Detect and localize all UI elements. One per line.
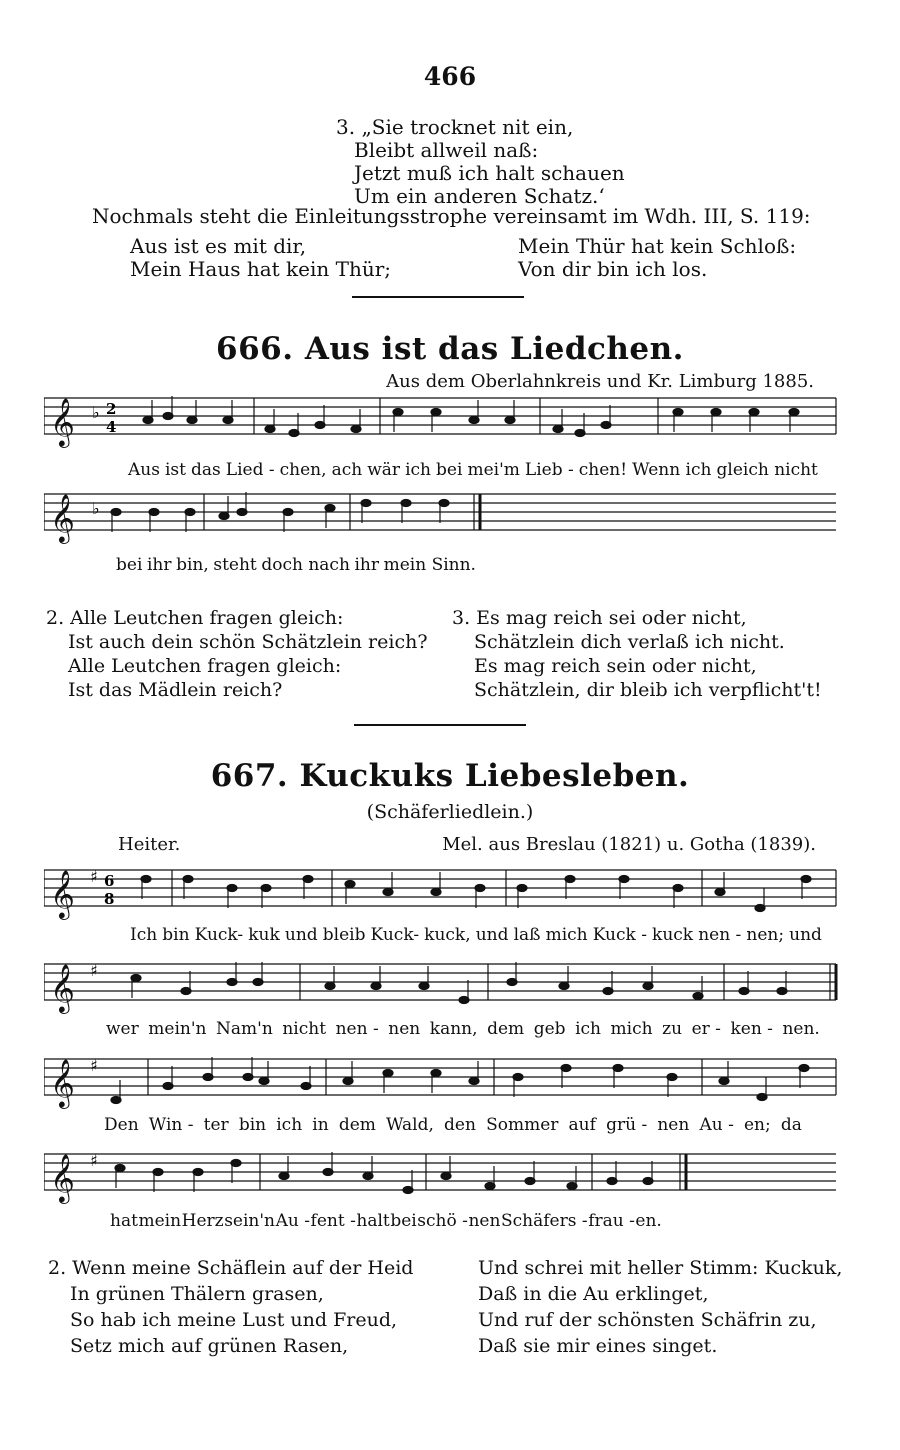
- lyric: dem: [338, 1115, 376, 1135]
- lyric: Au -: [699, 1115, 734, 1135]
- lyric: nen -: [698, 925, 742, 945]
- lyric: bei: [116, 555, 143, 575]
- lyric: Kuck -: [592, 925, 647, 945]
- staff-667-1: [44, 862, 840, 922]
- verse-line: Und ruf der schönsten Schäfrin zu,: [478, 1309, 817, 1331]
- lyric: Schäfers -: [501, 1211, 588, 1231]
- verse-line: Jetzt muß ich halt schauen: [354, 161, 625, 185]
- verse-line: Um ein anderen Schatz.‘: [354, 184, 605, 208]
- lyric: en.: [635, 1211, 662, 1231]
- song-666-verse-3: [452, 606, 822, 702]
- lyric: ich: [276, 1115, 303, 1135]
- song-667-verse-2-left: [48, 1255, 413, 1359]
- song-666-lyrics-1: [128, 460, 818, 480]
- prev-right-verse: [518, 235, 796, 281]
- lyric: nen: [657, 1115, 690, 1135]
- lyric: nen -: [335, 1019, 379, 1039]
- verse-line: Setz mich auf grünen Rasen,: [70, 1335, 349, 1357]
- lyric: ich: [575, 1019, 601, 1039]
- song-667-verse-2-right: [478, 1255, 842, 1359]
- lyric: grü -: [606, 1115, 648, 1135]
- lyric: ihr: [354, 555, 380, 575]
- prev-verse-3: [336, 116, 625, 208]
- lyric: und: [284, 925, 318, 945]
- lyric: auf: [568, 1115, 596, 1135]
- lyric: schö -: [417, 1211, 468, 1231]
- verse-line: 3. Es mag reich sei oder nicht,: [452, 607, 747, 629]
- verse-line: 2. Wenn meine Schäflein auf der Heid: [48, 1257, 414, 1279]
- lyric: sein'n: [224, 1211, 275, 1231]
- lyric: und: [789, 925, 822, 945]
- svg-text:♯: ♯: [90, 1056, 98, 1075]
- lyric: bin: [238, 1115, 267, 1135]
- song-667-lyrics-4: [110, 1211, 662, 1231]
- lyric: frau -: [588, 1211, 635, 1231]
- verse-line: Schätzlein dich verlaß ich nicht.: [474, 631, 785, 653]
- lyric: ich: [405, 460, 431, 480]
- svg-text:♭: ♭: [92, 403, 100, 422]
- section-divider: [354, 724, 526, 726]
- svg-text:𝄞: 𝄞: [50, 1058, 75, 1107]
- lyric: kann,: [429, 1019, 478, 1039]
- lyric: ter: [203, 1115, 229, 1135]
- staff-667-3: [44, 1051, 840, 1111]
- lyric: kuck,: [424, 925, 471, 945]
- verse-line: Und schrei mit heller Stimm: Kuckuk,: [478, 1257, 843, 1279]
- lyric: Nam'n: [216, 1019, 273, 1039]
- song-title: Aus ist das Liedchen.: [304, 331, 684, 367]
- lyric: geb: [533, 1019, 566, 1039]
- lyric: nen;: [746, 925, 785, 945]
- verse-line: So hab ich meine Lust und Freud,: [70, 1309, 398, 1331]
- lyric: den: [444, 1115, 476, 1135]
- verse-line: Daß in die Au erklinget,: [478, 1283, 709, 1305]
- staff-667-2: [44, 956, 840, 1016]
- lyric: ihr: [146, 555, 172, 575]
- lyric: mein: [138, 1211, 182, 1231]
- lyric: Sommer: [486, 1115, 559, 1135]
- svg-text:𝄞: 𝄞: [50, 493, 75, 542]
- lyric: er -: [691, 1019, 721, 1039]
- song-666-source: Aus dem Oberlahnkreis und Kr. Limburg 1885.: [386, 371, 814, 392]
- lyric: Kuck-: [370, 925, 420, 945]
- lyric: in: [312, 1115, 329, 1135]
- lyric: nen.: [782, 1019, 820, 1039]
- svg-text:♯: ♯: [90, 867, 98, 886]
- lyric: Wald,: [386, 1115, 434, 1135]
- lyric: nicht: [282, 1019, 327, 1039]
- lyric: bleib: [322, 925, 366, 945]
- lyric: zu: [662, 1019, 683, 1039]
- lyric: Win -: [148, 1115, 194, 1135]
- song-666-verse-2: [46, 606, 428, 702]
- verse-line: Mein Thür hat kein Schloß:: [518, 234, 797, 258]
- verse-line: 3. „Sie trocknet nit ein,: [336, 115, 574, 139]
- verse-line: Es mag reich sein oder nicht,: [474, 655, 757, 677]
- svg-text:♭: ♭: [92, 499, 100, 518]
- lyric: chen!: [578, 460, 628, 480]
- verse-line: Von dir bin ich los.: [518, 257, 708, 281]
- song-666-title: [0, 331, 900, 367]
- lyric: bei: [390, 1211, 417, 1231]
- svg-text:𝄞: 𝄞: [50, 1153, 75, 1202]
- lyric: Lieb -: [524, 460, 574, 480]
- lyric: und: [475, 925, 509, 945]
- lyric: kuck: [652, 925, 694, 945]
- lyric: mich: [610, 1019, 653, 1039]
- lyric: bin,: [176, 555, 209, 575]
- svg-text:𝄞: 𝄞: [50, 397, 75, 446]
- verse-line: Ist auch dein schön Schätzlein reich?: [68, 631, 428, 653]
- lyric: ach: [331, 460, 363, 480]
- lyric: nen: [468, 1211, 501, 1231]
- verse-line: Aus ist es mit dir,: [130, 234, 307, 258]
- time-sig-top: 2: [106, 400, 117, 418]
- time-sig-top: 6: [104, 872, 115, 890]
- song-667-title: [0, 758, 900, 794]
- lyric: fent -: [310, 1211, 356, 1231]
- page-number: 466: [423, 62, 477, 91]
- lyric: mei'm: [467, 460, 520, 480]
- verse-line: Bleibt allweil naß:: [354, 138, 539, 162]
- lyric: ken -: [730, 1019, 773, 1039]
- lyric: hat: [110, 1211, 138, 1231]
- lyric: mich: [545, 925, 588, 945]
- lyric: bei: [436, 460, 463, 480]
- lyric: Herz: [181, 1211, 224, 1231]
- lyric: halt: [356, 1211, 390, 1231]
- lyric: Aus: [128, 460, 160, 480]
- lyric: steht: [213, 555, 257, 575]
- lyric: das: [191, 460, 221, 480]
- song-667-lyrics-1: [130, 925, 822, 945]
- lyric: ist: [164, 460, 186, 480]
- lyric: wär: [367, 460, 401, 480]
- lyric: wer: [106, 1019, 139, 1039]
- time-sig-bottom: 8: [104, 890, 115, 908]
- lyric: Kuck-: [194, 925, 244, 945]
- song-number: 666.: [216, 331, 294, 367]
- song-667-tempo: Heiter.: [118, 834, 181, 855]
- song-667-lyrics-2: [106, 1019, 820, 1039]
- lyric: bin: [162, 925, 190, 945]
- lyric: doch nach: [261, 555, 350, 575]
- prev-note: Nochmals steht die Einleitungsstrophe vereinsamt im Wdh. III, S. 119:: [92, 204, 811, 228]
- svg-text:𝄞: 𝄞: [50, 869, 75, 918]
- song-667-lyrics-3: [104, 1115, 802, 1135]
- lyric: Ich: [130, 925, 158, 945]
- prev-left-verse: [130, 235, 391, 281]
- song-666-lyrics-2: [116, 555, 476, 575]
- staff-666-2: [44, 488, 840, 544]
- verse-line: In grünen Thälern grasen,: [70, 1283, 324, 1305]
- staff-666-1: [44, 392, 840, 448]
- lyric: en;: [743, 1115, 771, 1135]
- section-divider: [352, 296, 524, 298]
- lyric: nen: [388, 1019, 421, 1039]
- verse-line: 2. Alle Leutchen fragen gleich:: [46, 607, 344, 629]
- verse-line: Alle Leutchen fragen gleich:: [68, 655, 342, 677]
- verse-line: Schätzlein, dir bleib ich verpflicht't!: [474, 679, 822, 701]
- lyric: gleich nicht: [716, 460, 818, 480]
- verse-line: Ist das Mädlein reich?: [68, 679, 283, 701]
- lyric: chen,: [279, 460, 327, 480]
- lyric: dem: [487, 1019, 525, 1039]
- svg-text:𝄞: 𝄞: [50, 963, 75, 1012]
- lyric: Lied -: [225, 460, 275, 480]
- lyric: kuk: [248, 925, 280, 945]
- lyric: Wenn ich: [632, 460, 712, 480]
- lyric: mein'n: [148, 1019, 207, 1039]
- lyric: da: [780, 1115, 802, 1135]
- svg-text:♯: ♯: [90, 1151, 98, 1170]
- song-number: 667.: [210, 758, 289, 794]
- svg-text:♯: ♯: [90, 961, 98, 980]
- verse-line: Mein Haus hat kein Thür;: [130, 257, 392, 281]
- song-title: Kuckuks Liebesleben.: [299, 758, 690, 794]
- lyric: Au -: [275, 1211, 310, 1231]
- song-667-source: Mel. aus Breslau (1821) u. Gotha (1839).: [442, 834, 816, 855]
- lyric: Den: [104, 1115, 139, 1135]
- lyric: laß: [513, 925, 541, 945]
- verse-line: Daß sie mir eines singet.: [478, 1335, 718, 1357]
- time-sig-bottom: 4: [106, 418, 117, 436]
- lyric: mein Sinn.: [383, 555, 476, 575]
- staff-667-4: [44, 1146, 840, 1206]
- song-667-subtitle: (Schäferliedlein.): [366, 801, 534, 823]
